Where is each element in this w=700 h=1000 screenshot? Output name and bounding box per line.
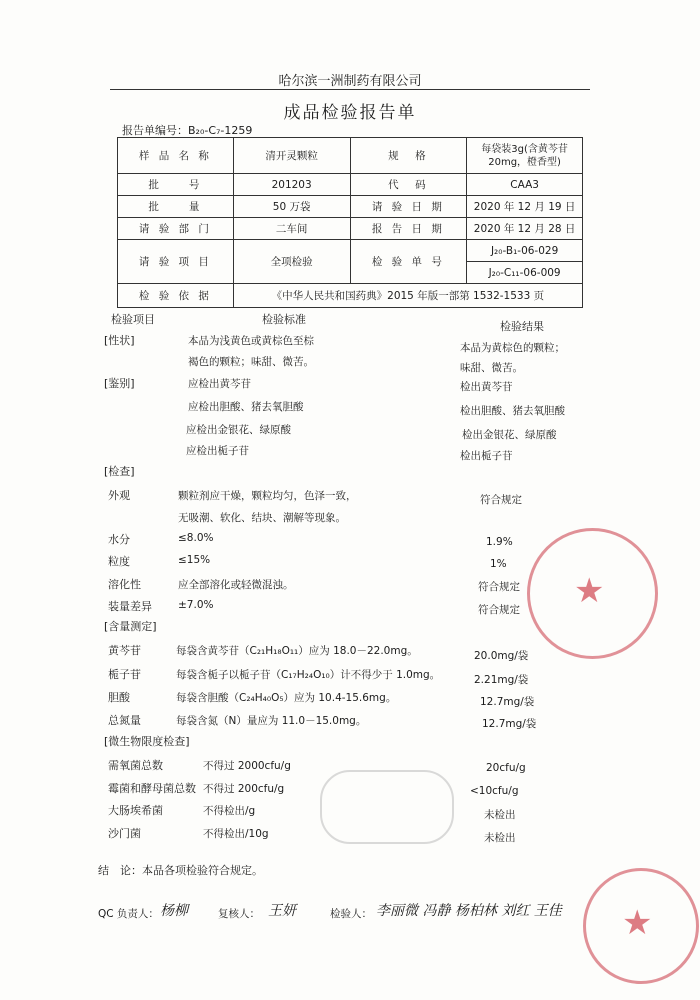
solubility-name: 溶化性: [108, 578, 141, 591]
report-date: 2020 年 12 月 28 日: [467, 218, 583, 240]
jianbie-res-1: 检出黄芩苷: [460, 381, 513, 393]
hanliang-name-4: 总氮量: [108, 714, 141, 727]
test-no-2: J₂₀-C₁₁-06-009: [467, 262, 583, 284]
hanliang-res-4: 12.7mg/袋: [482, 718, 537, 730]
micro-res-2: <10cfu/g: [470, 785, 519, 797]
seal-star-icon: ★: [574, 571, 605, 611]
xingzhuang-res-2: 味甜、微苦。: [460, 362, 523, 374]
granularity-res: 1%: [490, 558, 507, 570]
hanliang-res-2: 2.21mg/袋: [474, 674, 529, 686]
micro-res-3: 未检出: [484, 809, 516, 821]
faint-stamp-seal: [320, 770, 454, 844]
micro-std-4: 不得检出/10g: [203, 828, 269, 840]
hanliang-res-1: 20.0mg/袋: [474, 650, 529, 662]
hanliang-std-4: 每袋含氮（N）量应为 11.0－15.0mg。: [176, 715, 367, 727]
company-name: 哈尔滨一洲制药有限公司: [278, 74, 422, 89]
micro-std-3: 不得检出/g: [203, 805, 256, 817]
section-xingzhuang: [性状]: [104, 334, 135, 347]
moisture-std: ≤8.0%: [178, 532, 214, 544]
reviewer-label: 复核人：: [218, 908, 260, 920]
test-item-label: 请 验 项 目: [118, 240, 234, 284]
jianbie-std-1: 应检出黄芩苷: [188, 378, 251, 390]
conclusion-label: 结 论：: [98, 864, 142, 877]
red-qa-seal: [583, 868, 699, 984]
micro-name-2: 霉菌和酵母菌总数: [108, 782, 196, 795]
sample-name-label: 样 品 名 称: [118, 138, 234, 174]
request-dept-label: 请 验 部 门: [118, 218, 234, 240]
jianbie-std-2: 应检出胆酸、猪去氧胆酸: [188, 401, 304, 413]
micro-name-4: 沙门菌: [108, 827, 141, 840]
basis-value: 《中华人民共和国药典》2015 年版一部第 1532-1533 页: [233, 284, 582, 308]
seal-star-icon-2: ★: [622, 903, 653, 943]
qc-signature: 杨柳: [160, 903, 188, 919]
section-jianbie: [鉴别]: [104, 377, 135, 390]
report-number-value: B₂₀-C₇-1259: [188, 124, 253, 137]
micro-name-1: 需氧菌总数: [108, 759, 163, 772]
report-number: [122, 122, 252, 138]
jianbie-res-4: 检出栀子苷: [460, 450, 513, 462]
micro-res-4: 未检出: [484, 832, 516, 844]
jianbie-res-2: 检出胆酸、猪去氧胆酸: [460, 405, 565, 417]
inspector-label: 检验人：: [330, 908, 372, 920]
test-no-label: 检 验 单 号: [350, 240, 467, 284]
micro-res-1: 20cfu/g: [486, 762, 526, 774]
batch-no-label: 批 号: [118, 174, 234, 196]
test-no-1: J₂₀-B₁-06-029: [467, 240, 583, 262]
moisture-res: 1.9%: [486, 536, 513, 548]
hanliang-std-1: 每袋含黄芩苷（C₂₁H₁₈O₁₁）应为 18.0－22.0mg。: [176, 645, 418, 657]
spec-line-2: 20mg，橙香型): [488, 156, 561, 168]
report-date-label: 报 告 日 期: [350, 218, 467, 240]
section-weishengwu: [微生物限度检查]: [104, 735, 190, 748]
section-jiancha: [检查]: [104, 465, 135, 478]
micro-std-1: 不得过 2000cfu/g: [203, 760, 291, 772]
micro-name-3: 大肠埃希菌: [108, 804, 163, 817]
reviewer-signature: 王妍: [268, 903, 296, 919]
info-table: [117, 137, 583, 308]
red-company-seal: [527, 528, 658, 659]
sample-name: 清开灵颗粒: [233, 138, 350, 174]
fill-variation-std: ±7.0%: [178, 599, 214, 611]
section-hanliang: [含量测定]: [104, 620, 157, 633]
conclusion: [98, 862, 263, 878]
hanliang-res-3: 12.7mg/袋: [480, 696, 535, 708]
spec-line-1: 每袋装3g(含黄芩苷: [481, 143, 568, 155]
batch-size: 50 万袋: [233, 196, 350, 218]
jianbie-std-3: 应检出金银花、绿原酸: [186, 424, 291, 436]
batch-no: 201203: [233, 174, 350, 196]
xingzhuang-res-1: 本品为黄棕色的颗粒；: [460, 342, 565, 354]
hanliang-name-1: 黄芩苷: [108, 644, 141, 657]
report-title: 成品检验报告单: [283, 103, 417, 123]
code-value: CAA3: [467, 174, 583, 196]
jianbie-std-4: 应检出栀子苷: [186, 445, 249, 457]
request-dept: 二车间: [233, 218, 350, 240]
xingzhuang-std-2: 褐色的颗粒；味甜、微苦。: [188, 356, 314, 368]
col-result-header: 检验结果: [500, 320, 544, 333]
hanliang-name-2: 栀子苷: [108, 668, 141, 681]
col-item-header: 检验项目: [111, 313, 155, 326]
appearance-std-1: 颗粒剂应干燥，颗粒均匀，色泽一致，: [178, 490, 357, 502]
conclusion-text: 本品各项检验符合规定。: [142, 864, 263, 877]
col-standard-header: 检验标准: [262, 313, 306, 326]
qc-label: QC 负责人：: [98, 908, 159, 920]
report-number-label: 报告单编号：: [122, 124, 188, 137]
spec-label: 规 格: [350, 138, 467, 174]
test-item: 全项检验: [233, 240, 350, 284]
basis-label: 检 验 依 据: [118, 284, 234, 308]
granularity-std: ≤15%: [178, 554, 211, 566]
solubility-std: 应全部溶化或轻微混浊。: [178, 579, 294, 591]
hanliang-std-2: 每袋含栀子以栀子苷（C₁₇H₂₄O₁₀）计不得少于 1.0mg。: [176, 669, 441, 681]
appearance-std-2: 无吸潮、软化、结块、潮解等现象。: [178, 512, 346, 524]
moisture-name: 水分: [108, 533, 130, 546]
solubility-res: 符合规定: [478, 581, 520, 593]
fill-variation-name: 装量差异: [108, 600, 152, 613]
inspector-signature: 李丽微 冯静 杨柏林 刘红 王佳: [376, 903, 562, 919]
request-date-label: 请 验 日 期: [350, 196, 467, 218]
micro-std-2: 不得过 200cfu/g: [203, 783, 285, 795]
spec-value: [467, 138, 583, 174]
jianbie-res-3: 检出金银花、绿原酸: [462, 429, 557, 441]
fill-variation-res: 符合规定: [478, 604, 520, 616]
appearance-name: 外观: [108, 489, 130, 502]
hanliang-std-3: 每袋含胆酸（C₂₄H₄₀O₅）应为 10.4-15.6mg。: [176, 692, 397, 704]
request-date: 2020 年 12 月 19 日: [467, 196, 583, 218]
granularity-name: 粒度: [108, 555, 130, 568]
header-divider: [110, 89, 590, 90]
xingzhuang-std-1: 本品为浅黄色或黄棕色至棕: [188, 335, 314, 347]
appearance-res: 符合规定: [480, 494, 522, 506]
batch-size-label: 批 量: [118, 196, 234, 218]
code-label: 代 码: [350, 174, 467, 196]
hanliang-name-3: 胆酸: [108, 691, 130, 704]
